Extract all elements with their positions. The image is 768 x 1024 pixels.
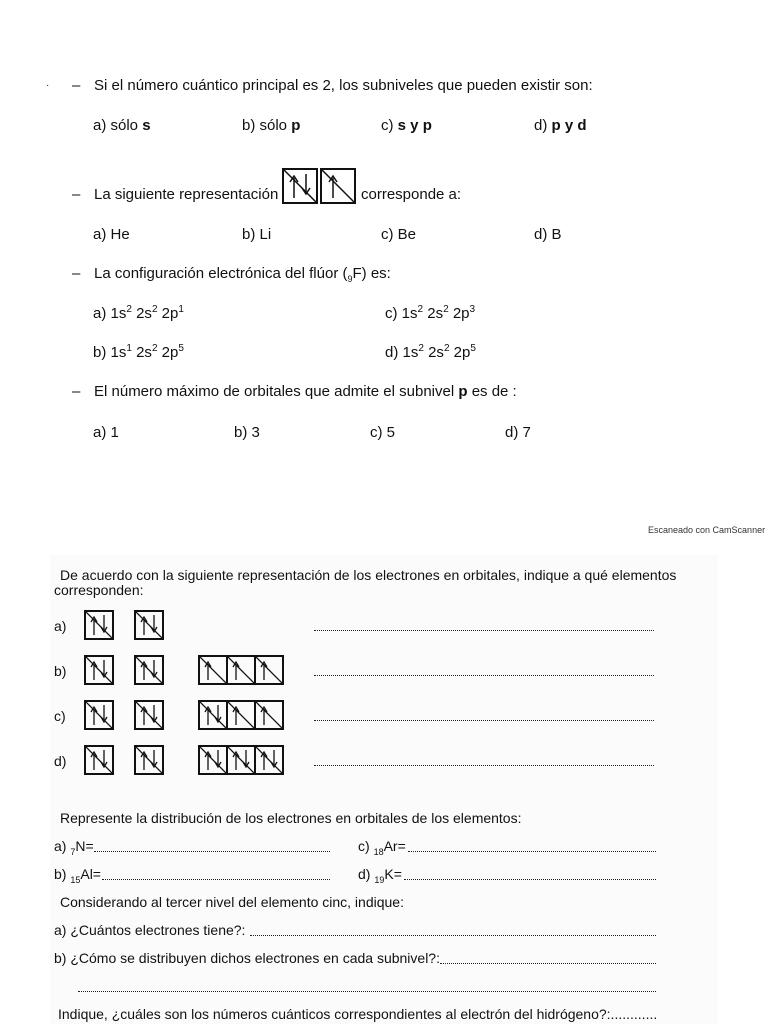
orbital-group	[84, 655, 114, 685]
orbital-group	[134, 700, 164, 730]
zinc-b-answer-line[interactable]	[440, 963, 656, 964]
question-4-option-b: b) 3	[234, 424, 260, 441]
question-3-option-d: d) $1s^2$ $2s^2$ $2p^5$	[385, 343, 476, 361]
orbital-box-paired	[198, 745, 228, 775]
paired-arrows-icon	[136, 657, 162, 683]
paired-arrows-icon	[136, 702, 162, 728]
up-arrow-icon	[256, 702, 282, 728]
paired-arrows-icon	[200, 747, 226, 773]
orbital-row-label: c)	[54, 708, 66, 724]
element-b-label: b) $_{15}$Al=	[54, 866, 101, 885]
hydrogen-question: Indique, ¿cuáles son los números cuánticos correspondientes al electrón del hidrógeno?:............	[58, 1006, 658, 1022]
orbital-box-paired	[84, 610, 114, 640]
orbital-group	[134, 610, 164, 640]
question-2-text-after: corresponde a:	[361, 186, 462, 203]
orbital-box-paired	[226, 745, 256, 775]
question-1-text: Si el número cuántico principal es 2, los subniveles que pueden existir son:	[94, 77, 593, 94]
element-a-answer-line[interactable]	[94, 851, 330, 852]
element-a-label: a) $_7$N=	[54, 838, 94, 857]
paired-arrows-icon	[200, 702, 226, 728]
paired-arrows-icon	[86, 747, 112, 773]
question-1-option-b: b) sólo p	[242, 117, 301, 134]
question-3-option-c: c) $1s^2$ $2s^2$ $2p^3$	[385, 304, 476, 322]
orbital-group	[134, 655, 164, 685]
question-4-text: El número máximo de orbitales que admite el subnivel p es de :	[94, 383, 517, 400]
paired-arrows-icon	[228, 747, 254, 773]
up-arrow-icon	[228, 702, 254, 728]
question-4-option-d: d) 7	[505, 424, 531, 441]
orbital-answer-line[interactable]	[314, 675, 654, 676]
orbital-box-paired	[134, 655, 164, 685]
orbital-box-single	[320, 168, 356, 204]
question-2-option-c: c) Be	[381, 226, 417, 243]
orbital-row-label: b)	[54, 663, 67, 679]
orbital-answer-line[interactable]	[314, 765, 654, 766]
orbital-group	[198, 745, 284, 775]
orbital-box-paired	[134, 745, 164, 775]
orbital-group	[84, 745, 114, 775]
up-arrow-icon	[200, 657, 226, 683]
orbital-row-label: d)	[54, 753, 67, 769]
question-3-option-b: b) $1s^1$ $2s^2$ $2p^5$	[93, 343, 184, 361]
question-3-option-a: a) $1s^2$ $2s^2$ $2p^1$	[93, 304, 184, 322]
element-c-label: c) $_{18}$Ar=	[358, 838, 406, 857]
orbital-box-paired	[198, 700, 228, 730]
question-2-orbital-diagram	[282, 168, 356, 204]
zinc-question-b: b) ¿Cómo se distribuyen dichos electrones en cada subnivel?:	[54, 950, 440, 966]
orbital-box-single	[198, 655, 228, 685]
orbital-box-paired	[254, 745, 284, 775]
orbital-group	[198, 700, 284, 730]
exercise-intro-line2: corresponden:	[54, 582, 144, 598]
paired-arrows-icon	[284, 170, 316, 202]
up-arrow-icon	[322, 170, 354, 202]
bullet-dot: ·	[46, 80, 50, 91]
orbital-box-paired	[84, 745, 114, 775]
zinc-b-answer-line-2[interactable]	[78, 991, 656, 992]
orbital-box-single	[226, 700, 256, 730]
question-4-option-a: a) 1	[93, 424, 119, 441]
orbital-box-paired	[282, 168, 318, 204]
question-4-option-c: c) 5	[370, 424, 396, 441]
question-1-option-c: c) s y p	[381, 117, 432, 134]
question-3-dash: –	[72, 265, 81, 282]
orbital-box-single	[254, 700, 284, 730]
element-c-answer-line[interactable]	[408, 851, 656, 852]
question-2-dash: –	[72, 186, 81, 203]
orbital-answer-line[interactable]	[314, 720, 654, 721]
orbital-box-paired	[84, 700, 114, 730]
orbital-box-paired	[134, 700, 164, 730]
zinc-a-answer-line[interactable]	[250, 935, 656, 936]
orbital-group	[84, 610, 114, 640]
question-2-option-b: b) Li	[242, 226, 272, 243]
paired-arrows-icon	[86, 702, 112, 728]
element-d-answer-line[interactable]	[404, 879, 656, 880]
scanner-watermark: Escaneado con CamScanner	[648, 525, 766, 535]
question-2-option-a: a) He	[93, 226, 130, 243]
paired-arrows-icon	[86, 657, 112, 683]
exercise-intro-line1: De acuerdo con la siguiente representación de los electrones en orbitales, indique a qué elementos	[60, 567, 677, 583]
orbital-box-paired	[134, 610, 164, 640]
question-4-dash: –	[72, 383, 81, 400]
orbital-group	[198, 655, 284, 685]
orbital-box-paired	[84, 655, 114, 685]
question-1-option-a: a) sólo s	[93, 117, 151, 134]
up-arrow-icon	[228, 657, 254, 683]
zinc-title: Considerando al tercer nivel del elemento cinc, indique:	[60, 894, 404, 910]
paired-arrows-icon	[86, 612, 112, 638]
orbital-row-label: a)	[54, 618, 67, 634]
orbital-box-single	[226, 655, 256, 685]
element-d-label: d) $_{19}$K=	[358, 866, 402, 885]
orbital-box-single	[254, 655, 284, 685]
paired-arrows-icon	[256, 747, 282, 773]
question-3-text: La configuración electrónica del flúor $(_9F)$ es:	[94, 265, 391, 284]
orbital-group	[134, 745, 164, 775]
question-2-option-d: d) B	[534, 226, 562, 243]
element-b-answer-line[interactable]	[102, 879, 330, 880]
question-1-option-d: d) p y d	[534, 117, 587, 134]
paired-arrows-icon	[136, 612, 162, 638]
question-1-dash: –	[72, 77, 81, 94]
paired-arrows-icon	[136, 747, 162, 773]
orbital-answer-line[interactable]	[314, 630, 654, 631]
orbital-group	[84, 700, 114, 730]
zinc-question-a: a) ¿Cuántos electrones tiene?:	[54, 922, 246, 938]
represent-title: Represente la distribución de los electrones en orbitales de los elementos:	[60, 810, 522, 826]
up-arrow-icon	[256, 657, 282, 683]
question-2-text-before: La siguiente representación	[94, 186, 279, 203]
